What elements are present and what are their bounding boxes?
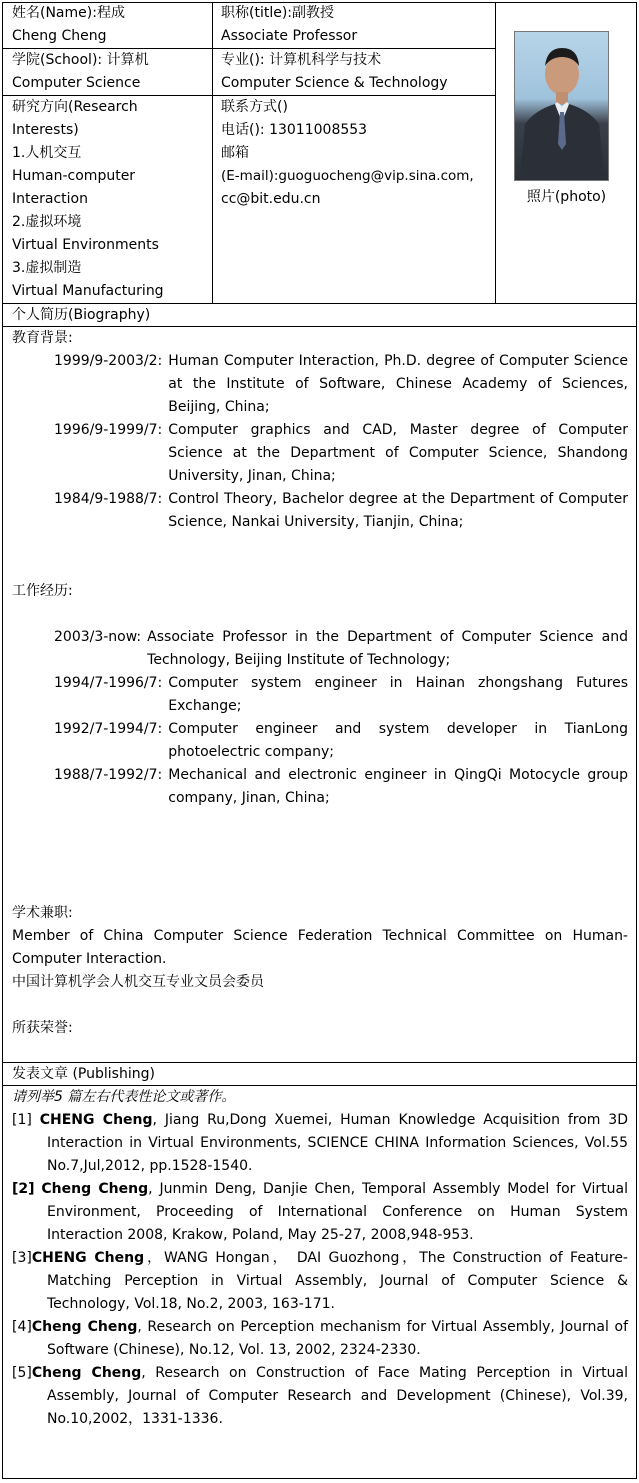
pub-number: [4] xyxy=(12,1319,32,1335)
research-line: Virtual Environments xyxy=(12,237,159,253)
entry-date: 1999/9-2003/2: xyxy=(54,353,163,369)
work-heading: 工作经历: xyxy=(12,583,73,599)
portrait-photo xyxy=(514,31,609,181)
title-cell xyxy=(213,2,495,48)
publication-item xyxy=(12,1109,628,1178)
pub-number: [2] xyxy=(12,1181,35,1197)
publication-item xyxy=(12,1178,628,1247)
entry-date: 1988/7-1992/7: xyxy=(54,767,163,783)
pub-author: CHENG Cheng xyxy=(31,1250,145,1266)
pub-rest: , Junmin Deng, Danjie Chen, Temporal Assembly Model for Virtual Environment, Proceeding of International Conference on Human System Interaction 2008, Krakow, Poland, May 25-27, 2008,948-953. xyxy=(47,1181,628,1243)
work-entry xyxy=(54,718,628,764)
research-line: Interests) xyxy=(12,122,79,138)
contact-line: 邮箱 xyxy=(221,145,249,161)
biography-body xyxy=(2,327,636,1040)
pub-number: [1] xyxy=(12,1112,32,1128)
name-en: Cheng Cheng xyxy=(12,28,107,44)
pub-rest: , Research on Construction of Face Mating Perception in Virtual Assembly, Journal of Computer Research and Development (Chinese), Vol.39, No.10,2002，1331-1336. xyxy=(47,1365,628,1427)
publishing-heading: 发表文章 (Publishing) xyxy=(12,1066,155,1082)
publishing-instruction: 请列举5 篇左右代表性论文或著作。 xyxy=(12,1089,236,1105)
name-label: 姓名(Name):程成 xyxy=(12,5,125,21)
research-line: 研究方向(Research xyxy=(12,99,138,115)
education-entry xyxy=(54,419,628,488)
education-entry xyxy=(54,350,628,419)
portrait-illustration xyxy=(515,32,609,181)
entry-text: Control Theory, Bachelor degree at the Department of Computer Science, Nankai University, Tianjin, China; xyxy=(168,491,628,530)
academic-heading: 学术兼职: xyxy=(12,905,73,921)
pub-number: [5] xyxy=(12,1365,32,1381)
research-line: 1.人机交互 xyxy=(12,145,82,161)
work-entry xyxy=(54,764,628,810)
work-entry xyxy=(54,626,628,672)
biography-heading: 个人简历(Biography) xyxy=(12,307,151,323)
entry-text: Computer engineer and system developer in TianLong photoelectric company; xyxy=(168,721,628,760)
name-cell xyxy=(2,2,212,48)
entry-text: Human Computer Interaction, Ph.D. degree of Computer Science at the Institute of Software, Chinese Academy of Sciences, Beijing, China; xyxy=(168,353,628,415)
major-label: 专业(): 计算机科学与技术 xyxy=(221,52,382,68)
education-entry xyxy=(54,488,628,534)
publication-item xyxy=(12,1316,628,1362)
contact-line: 电话(): 13011008553 xyxy=(221,122,368,138)
pub-rest: , Research on Perception mechanism for Virtual Assembly, Journal of Software (Chinese), No.12, Vol. 13, 2002, 2324-2330. xyxy=(47,1319,628,1358)
research-cell xyxy=(2,96,212,303)
school-en: Computer Science xyxy=(12,75,141,91)
education-heading: 教育背景: xyxy=(12,330,73,346)
contact-line: 联系方式() xyxy=(221,99,288,115)
school-label: 学院(School): 计算机 xyxy=(12,52,149,68)
research-line: Interaction xyxy=(12,191,88,207)
pub-author: Cheng Cheng xyxy=(31,1319,138,1335)
work-entry xyxy=(54,672,628,718)
school-cell xyxy=(2,49,212,95)
research-line: Virtual Manufacturing xyxy=(12,283,164,299)
pub-author: Cheng Cheng xyxy=(41,1181,149,1197)
pub-number: [3] xyxy=(12,1250,32,1266)
entry-date: 1992/7-1994/7: xyxy=(54,721,163,737)
entry-text: Computer graphics and CAD, Master degree of Computer Science at the Department of Computer Science, Shandong University, Jinan, China; xyxy=(168,422,628,484)
contact-email: (E-mail):guoguocheng@vip.sina.com, xyxy=(221,168,474,184)
entry-text: Associate Professor in the Department of Computer Science and Technology, Beijing Institute of Technology; xyxy=(147,629,628,668)
entry-date: 1996/9-1999/7: xyxy=(54,422,163,438)
academic-en: Member of China Computer Science Federation Technical Committee on Human-Computer Interaction. xyxy=(12,928,628,967)
entry-date: 1994/7-1996/7: xyxy=(54,675,163,691)
honors-heading: 所获荣誉: xyxy=(12,1020,73,1036)
title-label: 职称(title):副教授 xyxy=(221,5,335,21)
research-line: 3.虚拟制造 xyxy=(12,260,82,276)
academic-cn: 中国计算机学会人机交互专业文员会委员 xyxy=(12,974,264,990)
research-line: Human-computer xyxy=(12,168,136,184)
entry-text: Mechanical and electronic engineer in QingQi Motocycle group company, Jinan, China; xyxy=(168,767,628,806)
contact-line: cc@bit.edu.cn xyxy=(221,191,321,207)
publication-item xyxy=(12,1247,628,1316)
entry-date: 1984/9-1988/7: xyxy=(54,491,163,507)
major-en: Computer Science & Technology xyxy=(221,75,448,91)
publishing-body xyxy=(2,1086,636,1431)
pub-rest: , Jiang Ru,Dong Xuemei, Human Knowledge Acquisition from 3D Interaction in Virtual Environments, SCIENCE CHINA Information Sciences, Vol.55 No.7,Jul,2012, pp.1528-1540. xyxy=(47,1112,628,1174)
contact-cell xyxy=(213,96,495,211)
pub-author: CHENG Cheng xyxy=(39,1112,153,1128)
education-list xyxy=(12,350,628,534)
research-line: 2.虚拟环境 xyxy=(12,214,82,230)
pub-author: Cheng Cheng xyxy=(31,1365,142,1381)
title-en: Associate Professor xyxy=(221,28,358,44)
photo-label: 照片(photo) xyxy=(526,189,607,205)
entry-date: 2003/3-now: xyxy=(54,629,142,645)
pub-rest: ，WANG Hongan， DAI Guozhong，The Construction of Feature-Matching Perception in Virtual Assembly, Journal of Computer Science & Technology, Vol.18, No.2, 2003, 163-171. xyxy=(47,1250,628,1312)
work-list xyxy=(12,626,628,810)
publication-item xyxy=(12,1362,628,1431)
major-cell xyxy=(213,49,495,95)
entry-text: Computer system engineer in Hainan zhongshang Futures Exchange; xyxy=(168,675,628,714)
